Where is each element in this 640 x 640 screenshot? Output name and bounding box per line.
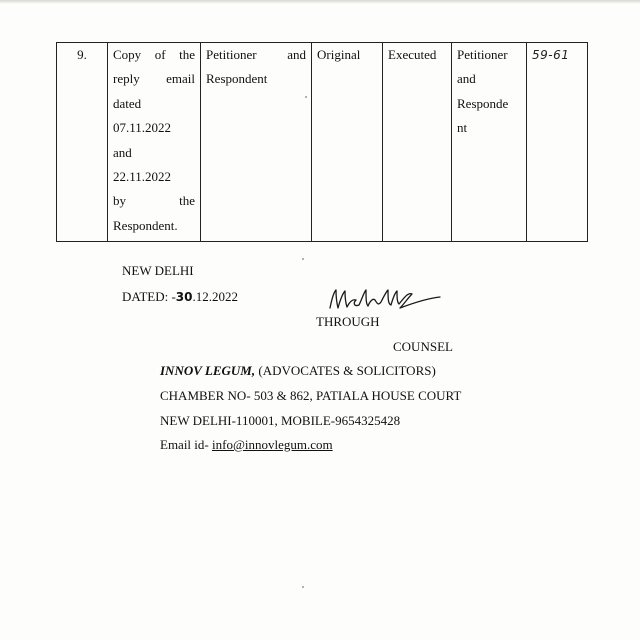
serial-number [57, 43, 108, 242]
desc-line: and [113, 144, 132, 160]
desc-line: dated [113, 95, 142, 111]
filed-by [201, 43, 312, 242]
counsel-label: COUNSEL [393, 339, 453, 354]
original-copy-text: Original [317, 47, 361, 62]
desc-line: reply email [113, 71, 195, 87]
handwritten-page-numbers: 59-61 [532, 48, 570, 62]
executed-status [383, 43, 452, 242]
filed-by-second [452, 43, 527, 242]
email-label: Email id- [160, 437, 212, 452]
desc-line: 22.11.2022 [113, 169, 172, 185]
scan-speck [302, 586, 304, 588]
scan-edge [0, 0, 640, 4]
firm-name: INNOV LEGUM, [160, 363, 256, 378]
scan-speck [302, 258, 304, 260]
place-line: NEW DELHI [122, 263, 194, 278]
table-row [57, 43, 588, 242]
email-line [160, 437, 333, 453]
firm-type: (ADVOCATES & SOLICITORS) [255, 363, 436, 378]
chamber-address: CHAMBER NO- 503 & 862, PATIALA HOUSE COURT [160, 388, 462, 403]
serial-number-text: 9. [77, 47, 87, 62]
filed-by-line: Respondent [206, 71, 268, 87]
filed-by-second-line: nt [457, 120, 468, 136]
filed-by-line: Petitioner and [206, 47, 306, 62]
dated-line [122, 289, 238, 305]
email-link[interactable]: info@innovlegum.com [212, 437, 333, 452]
through-label: THROUGH [316, 314, 380, 329]
firm-name-line [160, 363, 436, 379]
filed-by-second-line: and [457, 71, 476, 87]
desc-line: Respondent. [113, 217, 178, 233]
original-copy [312, 43, 383, 242]
dated-label: DATED: - [122, 289, 176, 304]
desc-line: 07.11.2022 [113, 120, 172, 136]
filed-by-second-line: Petitioner [457, 47, 508, 62]
dated-rest: .12.2022 [192, 289, 238, 304]
desc-line: Copy of the [113, 47, 195, 62]
page-numbers [527, 43, 588, 242]
city-mobile: NEW DELHI-110001, MOBILE-9654325428 [160, 413, 401, 428]
desc-line: by the [113, 193, 195, 209]
counsel-signature [326, 284, 442, 314]
dated-day: 30 [175, 290, 193, 304]
executed-text: Executed [388, 47, 437, 62]
filed-by-second-line: Responde [457, 95, 509, 111]
document-description [108, 43, 201, 242]
index-table [56, 42, 588, 242]
